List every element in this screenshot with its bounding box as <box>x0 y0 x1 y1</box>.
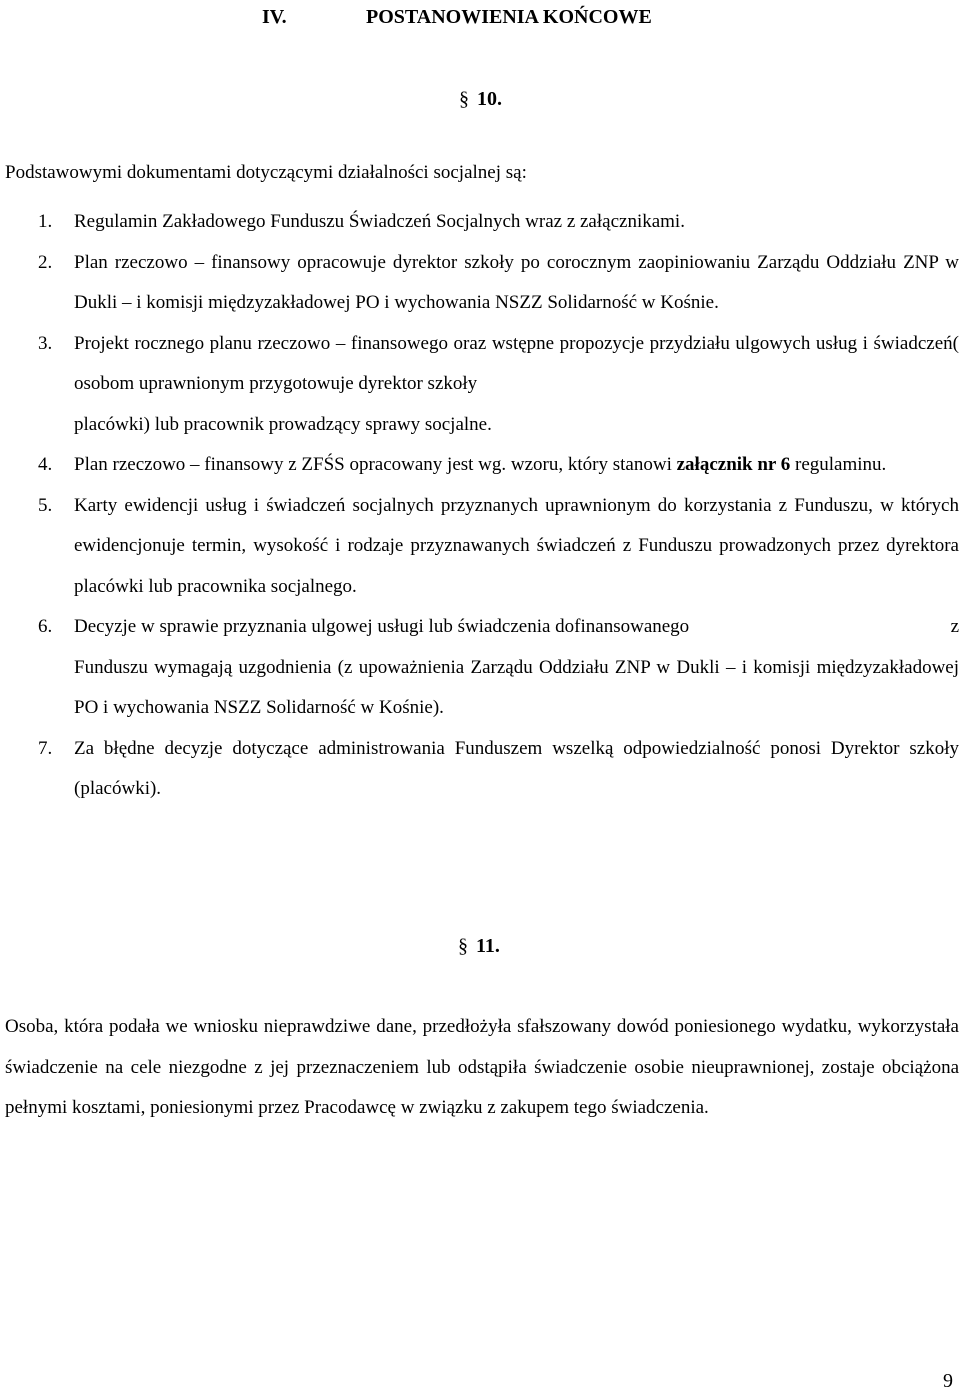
list-item-number: 3. <box>38 332 53 354</box>
documents-list <box>38 202 959 810</box>
list-item-text-part: Funduszu wymagają uzgodnienia (z upoważnienia Zarządu Oddziału ZNP w Dukli – i komisji międzyzakładowej PO i wychowania NSZZ Solidarność w Kośnie). <box>74 656 959 718</box>
list-item-text-part: placówki) lub pracownik prowadzący sprawy socjalne. <box>74 413 492 435</box>
list-item <box>38 607 959 729</box>
section-10-heading <box>459 88 502 111</box>
list-item-number: 7. <box>38 737 53 759</box>
intro-paragraph: Podstawowymi dokumentami dotyczącymi działalności socjalnej są: <box>5 162 527 183</box>
list-item <box>38 243 959 324</box>
list-item-text <box>74 607 959 729</box>
page-number: 9 <box>943 1370 953 1392</box>
list-item-text-part: Plan rzeczowo – finansowy z ZFŚS opracowany jest wg. wzoru, który stanowi <box>74 454 677 475</box>
final-paragraph: Osoba, która podała we wniosku nieprawdziwe dane, przedłożyła sfałszowany dowód poniesionego wydatku, wykorzystała świadczenie na cele niezgodne z jej przeznaczeniem lub odstąpiła świadczenie osobie nieuprawnionej, zostaje obciążona pełnymi kosztami, poniesionymi przez Pracodawcę w związku z zakupem tego świadczenia. <box>5 1016 959 1118</box>
list-item <box>38 486 959 608</box>
list-item-text: Regulamin Zakładowego Funduszu Świadczeń Socjalnych wraz z załącznikami. <box>74 211 685 232</box>
list-item-text: Plan rzeczowo – finansowy opracowuje dyrektor szkoły po corocznym zaopiniowaniu Zarządu Oddziału ZNP w Dukli – i komisji międzyzakładowej PO i wychowania NSZZ Solidarność w Kośnie. <box>74 251 959 313</box>
list-item-text-lead <box>74 607 959 648</box>
list-item-number: 1. <box>38 211 53 232</box>
list-item-text-part: z <box>950 616 959 637</box>
chapter-heading <box>262 6 652 29</box>
list-item-number: 5. <box>38 494 53 516</box>
section-symbol: § <box>458 935 468 957</box>
list-item-number: 2. <box>38 251 53 273</box>
list-item-number: 4. <box>38 454 53 475</box>
list-item-text <box>74 445 959 486</box>
list-item <box>38 324 959 446</box>
section-number: 10. <box>477 88 502 110</box>
attachment-reference: załącznik nr 6 <box>676 454 791 475</box>
chapter-title: POSTANOWIENIA KOŃCOWE <box>366 6 652 28</box>
list-item-text: Karty ewidencji usług i świadczeń socjalnych przyznanych uprawnionym do korzystania z Funduszu, w których ewidencjonuje termin, wysokość i rodzaje przyznawanych świadczeń z Funduszu prowadzonych przez dyrektora placówki lub pracownika socjalnego. <box>74 494 959 597</box>
section-11-heading <box>458 935 500 958</box>
list-item-text: Za błędne decyzje dotyczące administrowania Funduszem wszelką odpowiedzialność ponosi Dyrektor szkoły (placówki). <box>74 737 959 799</box>
list-item-text-lead <box>74 324 959 405</box>
list-item-text-part: Projekt rocznego planu rzeczowo – finansowego oraz wstępne propozycje przydziału ulgowych usług i świadczeń osobom uprawnionym przygotowuje dyrektor szkoły <box>74 332 953 394</box>
section-number: 11. <box>476 935 500 957</box>
list-item <box>38 729 959 810</box>
section-symbol: § <box>459 88 469 110</box>
list-item-text-part: ( <box>952 332 959 354</box>
list-item-number: 6. <box>38 616 53 637</box>
list-item-text-part: Decyzje w sprawie przyznania ulgowej usługi lub świadczenia dofinansowanego <box>74 616 690 637</box>
chapter-number: IV. <box>262 6 287 28</box>
list-item <box>38 202 959 243</box>
list-item-text <box>74 324 959 446</box>
list-item <box>38 445 959 486</box>
list-item-text-part: regulaminu. <box>790 454 887 475</box>
